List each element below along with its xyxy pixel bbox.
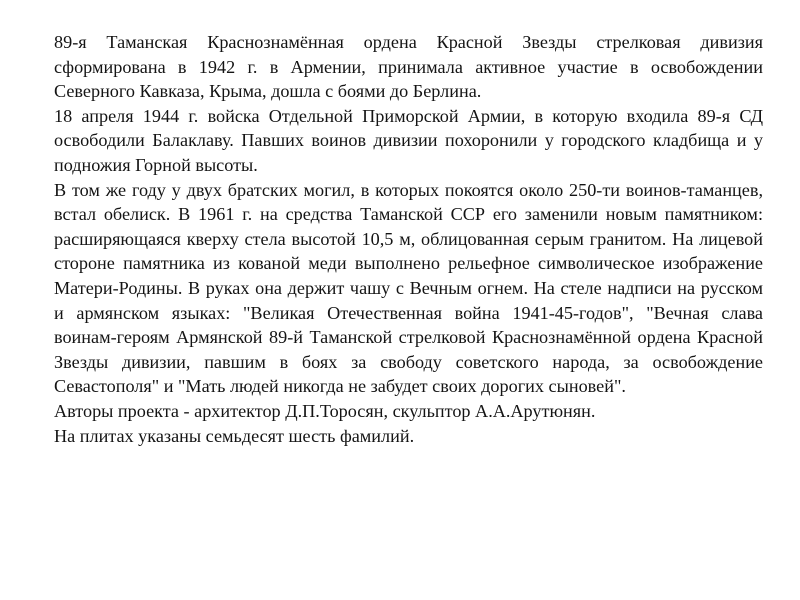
document-body: [54, 30, 763, 448]
paragraph-names-count: На плитах указаны семьдесят шесть фамилий.: [54, 425, 415, 446]
paragraph-project-authors: Авторы проекта - архитектор Д.П.Торосян, скульптор А.А.Арутюнян.: [54, 400, 596, 421]
paragraph-memorial-description: В том же году у двух братских могил, в которых покоятся около 250-ти воинов-таманцев, встал обелиск. В 1961 г. на средства Таманской ССР его заменили новым памятником: расширяющаяся кверху стела высотой 10,5 м, облицованная серым гранитом. На лицевой стороне памятника из кованой меди выполнено рельефное символическое изображение Матери-Родины. В руках она держит чашу с Вечным огнем. На стеле надписи на русском и армянском языках: "Великая Отечественная война 1941-45-годов", "Вечная слава воинам-героям Армянской 89-й Таманской стрелковой Краснознамённой ордена Красной Звезды дивизии, павшим в боях за свободу советского народа, за освобождение Севастополя" и "Мать людей никогда не забудет своих дорогих сыновей".: [54, 179, 763, 397]
paragraph-division-history: 89-я Таманская Краснознамённая ордена Красной Звезды стрелковая дивизия сформирована в 1942 г. в Армении, принимала активное участие в освобождении Северного Кавказа, Крыма, дошла с боями до Берлина.: [54, 32, 763, 102]
paragraph-balaklava-liberation: 18 апреля 1944 г. войска Отдельной Приморской Армии, в которую входила 89-я СД освободили Балаклаву. Павших воинов дивизии похоронили у городского кладбища и у подножия Горной высоты.: [54, 105, 763, 175]
